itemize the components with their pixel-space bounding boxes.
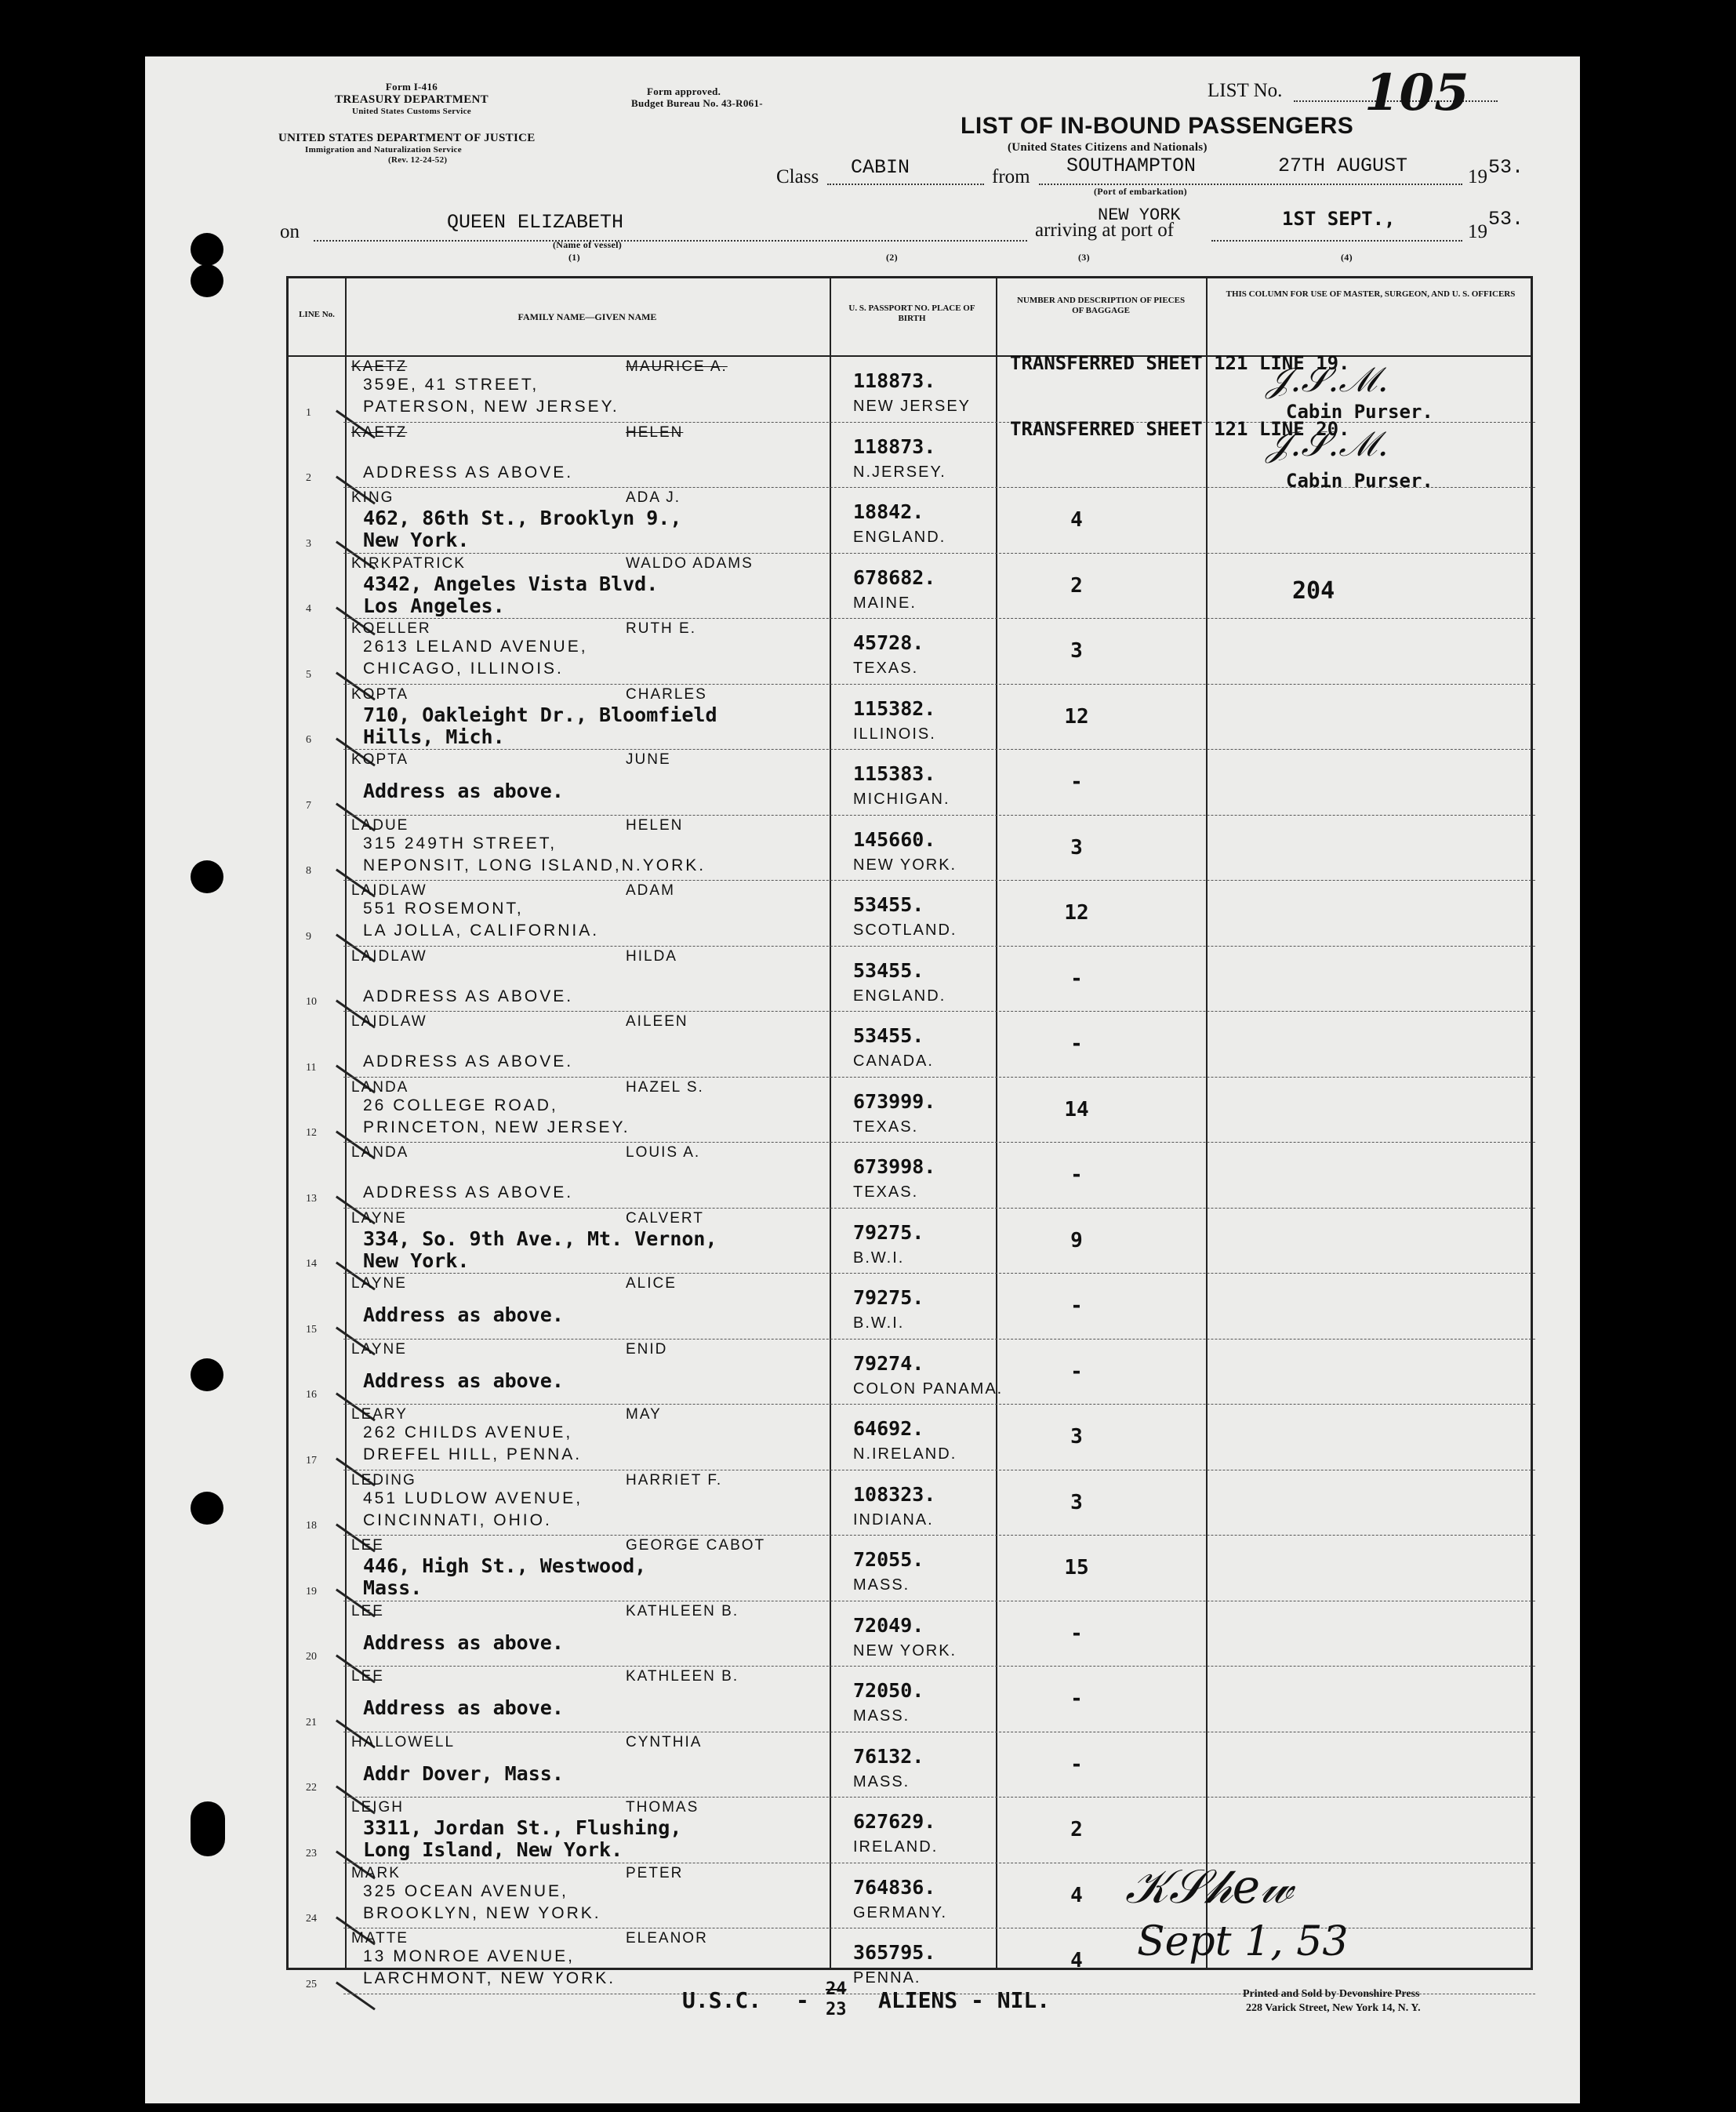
baggage-count: -: [1070, 1687, 1083, 1710]
address-line-1: 3311, Jordan St., Flushing,: [363, 1816, 682, 1839]
passport-number: 79274.: [853, 1351, 924, 1375]
address-line-2: NEPONSIT, LONG ISLAND,N.YORK.: [363, 856, 706, 874]
baggage-count: 4: [1070, 508, 1083, 532]
address-line-1: 462, 86th St., Brooklyn 9.,: [363, 507, 682, 529]
family-name: LANDA: [351, 1078, 409, 1096]
family-name: MATTE: [351, 1930, 409, 1947]
place-of-birth: PENNA.: [853, 1969, 921, 1987]
baggage-count: 15: [1064, 1556, 1089, 1579]
ins-service: Immigration and Naturalization Service: [305, 145, 462, 155]
footer-usc-label: U.S.C.: [682, 1987, 762, 2013]
baggage-count: 2: [1070, 573, 1083, 598]
family-name: LEE: [351, 1668, 384, 1685]
place-of-birth: IRELAND.: [853, 1838, 939, 1856]
from-year: 53.: [1488, 156, 1524, 179]
family-name: LEE: [351, 1537, 384, 1554]
place-of-birth: GERMANY.: [853, 1903, 948, 1921]
table-row: [289, 1601, 1535, 1667]
address-line-2: BROOKLYN, NEW YORK.: [363, 1903, 601, 1922]
family-name: KOPTA: [351, 685, 409, 703]
table-row: [289, 1012, 1535, 1078]
given-name: JUNE: [626, 751, 671, 768]
family-name: HALLOWELL: [351, 1733, 456, 1750]
col-header-baggage: NUMBER AND DESCRIPTION OF PIECES OF BAGGAGE: [1016, 296, 1186, 316]
passport-number: 53455.: [853, 893, 924, 916]
printer-credit: [1243, 1987, 1421, 2016]
given-name: AILEEN: [626, 1013, 688, 1030]
passport-number: 673998.: [853, 1155, 936, 1178]
address-line-2: ADDRESS AS ABOVE.: [363, 987, 574, 1005]
punch-hole: [191, 264, 223, 297]
arriving-label: arriving at port of: [1035, 220, 1175, 241]
col-header-officers: THIS COLUMN FOR USE OF MASTER, SURGEON, AND U. S. OFFICERS: [1226, 289, 1516, 299]
vessel-name: QUEEN ELIZABETH: [447, 211, 624, 234]
table-row: [289, 1536, 1535, 1601]
family-name: KAETZ: [351, 358, 408, 375]
passport-number: 115383.: [853, 762, 936, 785]
justice-dept: UNITED STATES DEPARTMENT OF JUSTICE: [278, 132, 536, 144]
passport-number: 673999.: [853, 1089, 936, 1113]
address-line-1: 359E, 41 STREET,: [363, 376, 539, 394]
address-line-1: 262 CHILDS AVENUE,: [363, 1423, 573, 1441]
line-number: 21: [306, 1716, 317, 1728]
address-line-2: Long Island, New York.: [363, 1838, 623, 1861]
passport-number: 45728.: [853, 631, 924, 654]
given-name: KATHLEEN B.: [626, 1668, 739, 1685]
approval-block: [631, 86, 763, 110]
given-name: HILDA: [626, 947, 677, 965]
address-line-2: LARCHMONT, NEW YORK.: [363, 1969, 616, 1987]
punch-hole: [191, 1358, 223, 1391]
passport-number: 627629.: [853, 1810, 936, 1833]
class-label: Class: [776, 166, 819, 187]
line-number: 23: [306, 1847, 317, 1859]
arrive-port: NEW YORK: [1098, 205, 1181, 225]
baggage-count: -: [1070, 1752, 1083, 1776]
line-number: 13: [306, 1192, 317, 1205]
table-row: [289, 1798, 1535, 1863]
passport-number: 108323.: [853, 1482, 936, 1506]
line-number: 11: [306, 1061, 317, 1074]
place-of-birth: INDIANA.: [853, 1510, 934, 1529]
purser-signature: 𝒥.𝒮.ℳ.: [1266, 424, 1389, 464]
passport-number: 72050.: [853, 1679, 924, 1702]
family-name: MARK: [351, 1864, 401, 1881]
from-line: [1039, 184, 1462, 185]
address-line-1: Address as above.: [363, 780, 564, 802]
passport-number: 145660.: [853, 827, 936, 851]
passport-number: 115382.: [853, 696, 936, 720]
justice-header: [278, 132, 631, 165]
address-line-1: 2613 LELAND AVENUE,: [363, 638, 588, 656]
officer-note: 204: [1292, 576, 1335, 605]
place-of-birth: NEW JERSEY: [853, 398, 972, 415]
line-number: 10: [306, 996, 317, 1008]
address-line-1: Address as above.: [363, 1369, 564, 1392]
line-number: 17: [306, 1454, 317, 1467]
line-number: 3: [306, 537, 311, 550]
officer-note: TRANSFERRED SHEET 121 LINE 20.: [1010, 417, 1350, 440]
address-line-1: 334, So. 9th Ave., Mt. Vernon,: [363, 1227, 717, 1250]
purser-label-2: Cabin Purser.: [1286, 470, 1433, 492]
table-row: [289, 816, 1535, 882]
passport-number: 53455.: [853, 1024, 924, 1047]
given-name: RUTH E.: [626, 620, 696, 637]
treasury-dept: TREASURY DEPARTMENT: [335, 93, 488, 106]
address-line-2: PRINCETON, NEW JERSEY.: [363, 1118, 630, 1136]
passport-number: 18842.: [853, 500, 924, 523]
given-name: MAY: [626, 1406, 662, 1423]
address-line-1: 4342, Angeles Vista Blvd.: [363, 572, 659, 595]
place-of-birth: N.JERSEY.: [853, 463, 946, 481]
customs-service: United States Customs Service: [352, 107, 471, 117]
baggage-count: -: [1070, 1163, 1083, 1187]
line-number: 24: [306, 1913, 317, 1925]
vessel-line: [314, 240, 1027, 242]
place-of-birth: MICHIGAN.: [853, 791, 950, 808]
baggage-count: 12: [1064, 901, 1089, 925]
passenger-table: [286, 276, 1533, 1990]
officer-note: TRANSFERRED SHEET 121 LINE 19.: [1010, 352, 1350, 374]
printer-line-2: 228 Varick Street, New York 14, N. Y.: [1246, 2002, 1421, 2015]
address-line-2: New York.: [363, 1249, 470, 1272]
given-name: HELEN: [626, 816, 684, 834]
col-3-marker: (3): [1078, 252, 1090, 263]
baggage-count: -: [1070, 1294, 1083, 1318]
place-of-birth: NEW YORK.: [853, 1641, 957, 1659]
family-name: KOELLER: [351, 620, 431, 637]
address-line-2: Mass.: [363, 1576, 423, 1599]
family-name: LEIGH: [351, 1799, 405, 1816]
footer-usc-old: 24: [826, 1979, 847, 1999]
purser-signature: 𝒥.𝒮.ℳ.: [1266, 360, 1389, 400]
place-of-birth: COLON PANAMA.: [853, 1380, 1004, 1398]
family-name: KING: [351, 489, 394, 506]
family-name: LANDA: [351, 1144, 409, 1161]
manifest-page: Form I-416 TREASURY DEPARTMENT United States Customs Service UNITED STATES DEPARTMENT OF JUSTICE Immigration and Naturalization Service (Rev. 12-24-52) Form approved. Budget Bureau No. 43-R061- LIST No. 105 LIST OF IN-BOUND PASSENGERS (United States Citizens and Nationals) Class CABIN from SOUTHAMPTON 27TH AUGUST 19 53. (Port of embarkation) on QUEEN ELIZABETH (Name of vessel) (1) (2) (3) (4) arriving at port of NEW YORK 1ST SEPT., 19 53. LINE No. FAMILY NAME—GIVEN NAME U. S. PASSPORT NO. PLACE OF BIRTH NUMBER AND DESCRIPTION OF PIECES OF BAGGAGE THIS COLUMN FOR USE OF MASTER, SURGEON, AND U. S. OFFICERS 1 KAETZ MAURICE A. 359E, 41 STREET, PATERSON, NEW JERSEY. 118873. NEW JERSEY TRANSFERRED SHEET 121 LINE 19. 2 KAETZ HELEN ADDRESS AS ABOVE. 118873. N.JERSEY. TRANSFERRED SHEET 121 LINE 20. 3 KING ADA J. 462, 86th St., Brooklyn 9., New York. 18842. ENGLAND. 4 4 KIRKPATRICK WALDO ADAMS 4342, Angeles Vista Blvd. Los Angeles. 678682. MAINE. 2 204 5 KOELLER RUTH E. 2613 LELAND AVENUE, CHICAGO, ILLINOIS. 45728. TEXAS. 3 6 KOPTA CHARLES 710, Oakleight Dr., Bloomfield Hills, Mich. 115382. ILLINOIS. 12 7 KOPTA JUNE Address as above. 115383. MICHIGAN. - 8 LADUE HELEN 315 249TH STREET, NEPONSIT, LONG ISLAND,N.YORK. 145660. NEW YORK. 3 9 LAIDLAW ADAM 551 ROSEMONT, LA JOLLA, CALIFORNIA. 53455. SCOTLAND. 12 10 LAIDLAW HILDA ADDRESS AS ABOVE. 53455. ENGLAND. - 11 LAIDLAW AILEEN ADDRESS AS ABOVE. 53455. CANADA. - 12 LANDA HAZEL S. 26 COLLEGE ROAD, PRINCETON, NEW JERSEY. 673999. TEXAS. 14 13 LANDA LOUIS A. ADDRESS AS ABOVE. 673998. TEXAS. - 14 LAYNE CALVERT 334, So. 9th Ave., Mt. Vernon, New York. 79275. B.W.I. 9 15 LAYNE ALICE Address as above. 79275. B.W.I. - 16 LAYNE ENID Address as above. 79274. COLON PANAMA. - 17 LEARY MAY 262 CHILDS AVENUE, DREFEL HILL, PENNA. 64692. N.IRELAND. 3 18 LEDING HARRIET F. 451 LUDLOW AVENUE, CINCINNATI, OHIO. 108323. INDIANA. 3 19 LEE GEORGE CABOT 446, High St., Westwood, Mass. 72055. MASS. 15 20 LEE KATHLEEN B. Address as above. 72049. NEW YORK. - 21 LEE KATHLEEN B. Address as above. 72050. MASS. - 22 HALLOWELL CYNTHIA Addr Dover, Mass. 76132. MASS. - 23 LEIGH THOMAS 3311, Jordan St., Flushing, Long Island, New York. 627629. IRELAND. 2 24 MARK PETER 325 OCEAN AVENUE, BROOKLYN, NEW YORK. 764836. GERMANY. 4 25 MATTE ELEANOR 13 MONROE AVENUE, LARCHMONT, NEW YORK. 365795. PENNA. 4 𝒥.𝒮.ℳ. Cabin Purser. 𝒥.𝒮.ℳ. Cabin Purser. 𝒦𝒮𝒽𝑒𝓌 Sept 1, 53 U.S.C. - 24 23 ALIENS - NIL. Printed and Sold by Devonshire Press 228 Varick Street, New York 14, N. Y.: [145, 56, 1580, 2103]
baggage-count: 3: [1070, 639, 1083, 663]
table-row: [289, 750, 1535, 816]
line-number: 9: [306, 930, 311, 943]
line-number: 16: [306, 1389, 317, 1401]
table-row: [289, 1928, 1535, 1994]
table-row: [289, 1470, 1535, 1536]
from-year-prefix: 19: [1468, 166, 1487, 187]
passport-number: 118873.: [853, 369, 936, 392]
place-of-birth: NEW YORK.: [853, 856, 957, 874]
passport-number: 76132.: [853, 1744, 924, 1768]
passport-number: 678682.: [853, 565, 936, 589]
passport-number: 72055.: [853, 1548, 924, 1571]
line-number: 20: [306, 1651, 317, 1663]
baggage-count: -: [1070, 1621, 1083, 1645]
line-number: 25: [306, 1978, 317, 1990]
table-row: [289, 488, 1535, 554]
baggage-count: -: [1070, 770, 1083, 794]
revision: (Rev. 12-24-52): [388, 154, 448, 165]
given-name: CYNTHIA: [626, 1733, 703, 1750]
footer-usc-new: 23: [826, 2000, 847, 2019]
family-name: LAIDLAW: [351, 1013, 427, 1030]
officer-signature: 𝒦𝒮𝒽𝑒𝓌: [1125, 1859, 1293, 1914]
given-name: ADA J.: [626, 489, 681, 506]
line-number: 8: [306, 865, 311, 877]
given-name: CALVERT: [626, 1209, 704, 1227]
place-of-birth: N.IRELAND.: [853, 1445, 957, 1463]
list-no-label: LIST No.: [1208, 80, 1283, 101]
address-line-2: Los Angeles.: [363, 594, 505, 617]
punch-hole: [191, 1492, 223, 1525]
table-row: [289, 619, 1535, 685]
passport-number: 64692.: [853, 1417, 924, 1440]
baggage-count: 14: [1064, 1097, 1089, 1121]
baggage-count: 3: [1070, 1425, 1083, 1449]
place-of-birth: MASS.: [853, 1772, 910, 1790]
family-name: LADUE: [351, 816, 409, 834]
given-name: WALDO ADAMS: [626, 554, 754, 572]
officer-sign-date: Sept 1, 53: [1137, 1918, 1349, 1965]
on-label: on: [280, 221, 300, 242]
address-line-2: CINCINNATI, OHIO.: [363, 1510, 552, 1529]
family-name: KAETZ: [351, 423, 408, 441]
line-number: 6: [306, 734, 311, 746]
family-name: LAYNE: [351, 1275, 407, 1292]
line-number: 12: [306, 1127, 317, 1139]
line-number: 5: [306, 668, 311, 681]
given-name: GEORGE CABOT: [626, 1537, 766, 1554]
from-date: 27TH AUGUST: [1278, 154, 1408, 177]
printer-line-1: Printed and Sold by Devonshire Press: [1243, 1988, 1420, 2000]
from-value: SOUTHAMPTON: [1066, 154, 1197, 177]
list-no-value: 105: [1364, 64, 1469, 122]
col-2-marker: (2): [886, 252, 898, 263]
baggage-count: 4: [1070, 1883, 1083, 1907]
address-line-1: 710, Oakleight Dr., Bloomfield: [363, 703, 717, 726]
form-number: Form I-416: [385, 81, 438, 93]
line-number: 19: [306, 1585, 317, 1598]
page-title: LIST OF IN-BOUND PASSENGERS: [961, 113, 1354, 139]
place-of-birth: ENGLAND.: [853, 529, 946, 546]
class-line: [827, 184, 984, 185]
place-of-birth: SCOTLAND.: [853, 922, 957, 939]
place-of-birth: MASS.: [853, 1576, 910, 1594]
place-of-birth: CANADA.: [853, 1052, 934, 1070]
address-line-1: 26 COLLEGE ROAD,: [363, 1096, 558, 1114]
punch-hole: [191, 1801, 225, 1856]
given-name: MAURICE A.: [626, 358, 728, 375]
baggage-count: 3: [1070, 835, 1083, 860]
table-row: [289, 1078, 1535, 1143]
place-of-birth: TEXAS.: [853, 1118, 919, 1136]
given-name: ALICE: [626, 1275, 677, 1292]
table-row: [289, 881, 1535, 947]
baggage-count: -: [1070, 1359, 1083, 1383]
address-line-1: 325 OCEAN AVENUE,: [363, 1881, 568, 1900]
place-of-birth: ILLINOIS.: [853, 725, 936, 743]
purser-label-1: Cabin Purser.: [1286, 401, 1433, 423]
family-name: LEE: [351, 1602, 384, 1619]
col-header-passport: U. S. PASSPORT NO. PLACE OF BIRTH: [848, 304, 975, 324]
given-name: HAZEL S.: [626, 1078, 704, 1096]
col-header-line-no: LINE No.: [299, 310, 335, 319]
baggage-count: 3: [1070, 1490, 1083, 1514]
line-number: 15: [306, 1323, 317, 1336]
given-name: ENID: [626, 1340, 668, 1358]
budget-bureau: Budget Bureau No. 43-R061-: [631, 96, 763, 109]
footer-aliens: ALIENS - NIL.: [878, 1987, 1051, 2013]
address-line-2: Hills, Mich.: [363, 725, 505, 748]
line-number: 14: [306, 1258, 317, 1270]
given-name: LOUIS A.: [626, 1144, 701, 1161]
col-1-marker: (1): [568, 252, 580, 263]
table-row: [289, 947, 1535, 1012]
table-row: [289, 1667, 1535, 1732]
address-line-2: CHICAGO, ILLINOIS.: [363, 660, 564, 678]
place-of-birth: TEXAS.: [853, 1183, 919, 1201]
punch-hole: [191, 233, 223, 266]
passport-number: 365795.: [853, 1941, 936, 1964]
given-name: CHARLES: [626, 685, 707, 703]
given-name: PETER: [626, 1864, 684, 1881]
place-of-birth: B.W.I.: [853, 1249, 905, 1267]
address-line-1: 13 MONROE AVENUE,: [363, 1947, 576, 1965]
vessel-note: (Name of vessel): [553, 239, 623, 250]
table-row: [289, 685, 1535, 751]
line-number: 1: [306, 406, 311, 419]
line-number: 2: [306, 472, 311, 484]
passport-number: 764836.: [853, 1875, 936, 1899]
place-of-birth: ENGLAND.: [853, 987, 946, 1005]
passport-number: 118873.: [853, 434, 936, 458]
address-line-1: 451 LUDLOW AVENUE,: [363, 1489, 583, 1507]
passport-number: 79275.: [853, 1220, 924, 1244]
arrive-year: 53.: [1488, 208, 1524, 231]
place-of-birth: MAINE.: [853, 594, 917, 612]
address-line-1: Address as above.: [363, 1696, 564, 1719]
table-row: [289, 1143, 1535, 1209]
baggage-count: -: [1070, 1032, 1083, 1056]
family-name: LAIDLAW: [351, 882, 427, 899]
col-header-name: FAMILY NAME—GIVEN NAME: [518, 311, 657, 322]
page-subtitle: (United States Citizens and Nationals): [1008, 141, 1208, 154]
baggage-count: -: [1070, 966, 1083, 991]
family-name: LAIDLAW: [351, 947, 427, 965]
given-name: HARRIET F.: [626, 1471, 723, 1489]
family-name: KOPTA: [351, 751, 409, 768]
address-line-2: ADDRESS AS ABOVE.: [363, 463, 574, 482]
line-number: 22: [306, 1782, 317, 1794]
address-line-1: Address as above.: [363, 1303, 564, 1326]
given-name: HELEN: [626, 423, 684, 441]
given-name: KATHLEEN B.: [626, 1602, 739, 1619]
from-label: from: [992, 166, 1030, 187]
family-name: LEARY: [351, 1406, 408, 1423]
baggage-count: 12: [1064, 704, 1089, 729]
given-name: ADAM: [626, 882, 675, 899]
col-4-marker: (4): [1341, 252, 1353, 263]
punch-hole: [191, 860, 223, 893]
address-line-1: Addr Dover, Mass.: [363, 1761, 564, 1785]
arrive-date: 1ST SEPT.,: [1282, 208, 1396, 230]
table-row: [289, 1863, 1535, 1929]
address-line-2: DREFEL HILL, PENNA.: [363, 1445, 583, 1463]
place-of-birth: MASS.: [853, 1707, 910, 1725]
baggage-count: 2: [1070, 1818, 1083, 1841]
table-row: [289, 554, 1535, 620]
baggage-count: 9: [1070, 1228, 1083, 1252]
table-row: [289, 1732, 1535, 1798]
address-line-2: New York.: [363, 529, 470, 551]
form-approved: Form approved.: [647, 85, 721, 97]
address-line-1: 551 ROSEMONT,: [363, 900, 524, 918]
passport-number: 53455.: [853, 958, 924, 982]
passport-number: 79275.: [853, 1286, 924, 1309]
family-name: LAYNE: [351, 1209, 407, 1227]
line-number: 4: [306, 603, 311, 615]
class-value: CABIN: [851, 156, 910, 179]
family-name: LEDING: [351, 1471, 416, 1489]
table-row: [289, 1209, 1535, 1274]
arrive-year-prefix: 19: [1468, 221, 1487, 242]
address-line-2: LA JOLLA, CALIFORNIA.: [363, 922, 600, 940]
table-row: [289, 1340, 1535, 1405]
address-line-2: ADDRESS AS ABOVE.: [363, 1052, 574, 1071]
table-row: [289, 1274, 1535, 1340]
place-of-birth: B.W.I.: [853, 1314, 905, 1332]
address-line-1: Address as above.: [363, 1630, 564, 1654]
address-line-2: PATERSON, NEW JERSEY.: [363, 398, 619, 416]
address-line-2: ADDRESS AS ABOVE.: [363, 1183, 574, 1201]
line-number: 18: [306, 1520, 317, 1532]
place-of-birth: TEXAS.: [853, 660, 919, 677]
address-line-1: 446, High St., Westwood,: [363, 1554, 647, 1577]
form-header-left: [282, 82, 541, 117]
passport-number: 72049.: [853, 1613, 924, 1637]
table-row: [289, 1405, 1535, 1470]
address-line-1: 315 249TH STREET,: [363, 834, 557, 852]
embark-note: (Port of embarkation): [1094, 186, 1187, 197]
line-number: 7: [306, 799, 311, 812]
baggage-count: 4: [1070, 1949, 1083, 1972]
arriving-line: [1211, 240, 1462, 242]
family-name: LAYNE: [351, 1340, 407, 1358]
given-name: ELEANOR: [626, 1930, 708, 1947]
family-name: KIRKPATRICK: [351, 554, 466, 572]
given-name: THOMAS: [626, 1799, 699, 1816]
